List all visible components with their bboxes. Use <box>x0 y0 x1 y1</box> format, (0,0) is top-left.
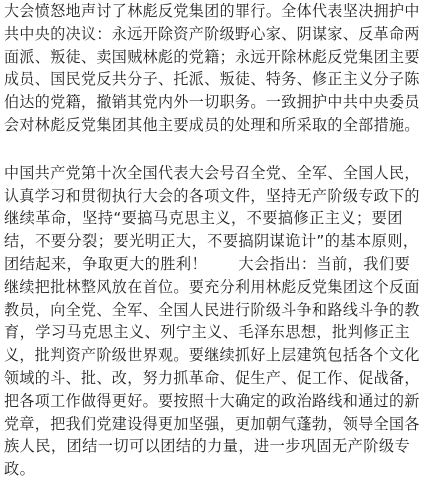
text-line: 领域的斗、批、改，努力抓革命、促生产、促工作、促战备， <box>4 368 420 387</box>
text-line: 大会愤怒地声讨了林彪反党集团的罪行。全体代表坚决拥护中 <box>4 2 420 20</box>
article-body <box>4 0 422 481</box>
paragraph-spacer <box>4 137 422 162</box>
text-line: 政。 <box>4 460 36 479</box>
text-line: 认真学习和贯彻执行大会的各项文件，坚持无产阶级专政下的 <box>4 186 420 205</box>
text-line: 义，批判资产阶级世界观。要继续抓好上层建筑包括各个文化 <box>4 346 420 365</box>
text-line: 中国共产党第十次全国代表大会号召全党、全军、全国人民， <box>4 163 420 182</box>
text-line: 结，不要分裂；要光明正大，不要搞阴谋诡计”的基本原则， <box>4 232 419 251</box>
text-line: 共中央的决议：永远开除资产阶级野心家、阴谋家、反革命两 <box>4 24 420 43</box>
text-line: 面派、叛徒、卖国贼林彪的党籍；永远开除林彪反党集团主要 <box>4 47 420 66</box>
text-line: 团结起来，争取更大的胜利！ 大会指出：当前，我们要 <box>4 254 411 273</box>
paragraph-congress-call <box>4 162 422 481</box>
text-line: 党章，把我们党建设得更加坚强，更加朝气蓬勃，领导全国各 <box>4 414 420 433</box>
text-line: 族人民，团结一切可以团结的力量，进一步巩固无产阶级专 <box>4 437 411 456</box>
text-line: 把各项工作做得更好。要按照十大确定的政治路线和通过的新 <box>4 391 420 410</box>
text-line: 继续革命，坚持“要搞马克思主义，不要搞修正主义；要团 <box>4 209 403 228</box>
paragraph-congress-denunciation <box>4 0 422 137</box>
text-line: 会对林彪反党集团其他主要成员的处理和所采取的全部措施。 <box>4 115 420 134</box>
text-line: 成员、国民党反共分子、托派、叛徒、特务、修正主义分子陈 <box>4 70 420 89</box>
text-line: 继续把批林整风放在首位。要充分利用林彪反党集团这个反面 <box>4 277 420 296</box>
text-line: 伯达的党籍，撤销其党内外一切职务。一致拥护中共中央委员 <box>4 93 420 112</box>
text-line: 育，学习马克思主义、列宁主义、毛泽东思想，批判修正主 <box>4 323 411 342</box>
text-line: 教员，向全党、全军、全国人民进行阶级斗争和路线斗争的教 <box>4 300 420 319</box>
